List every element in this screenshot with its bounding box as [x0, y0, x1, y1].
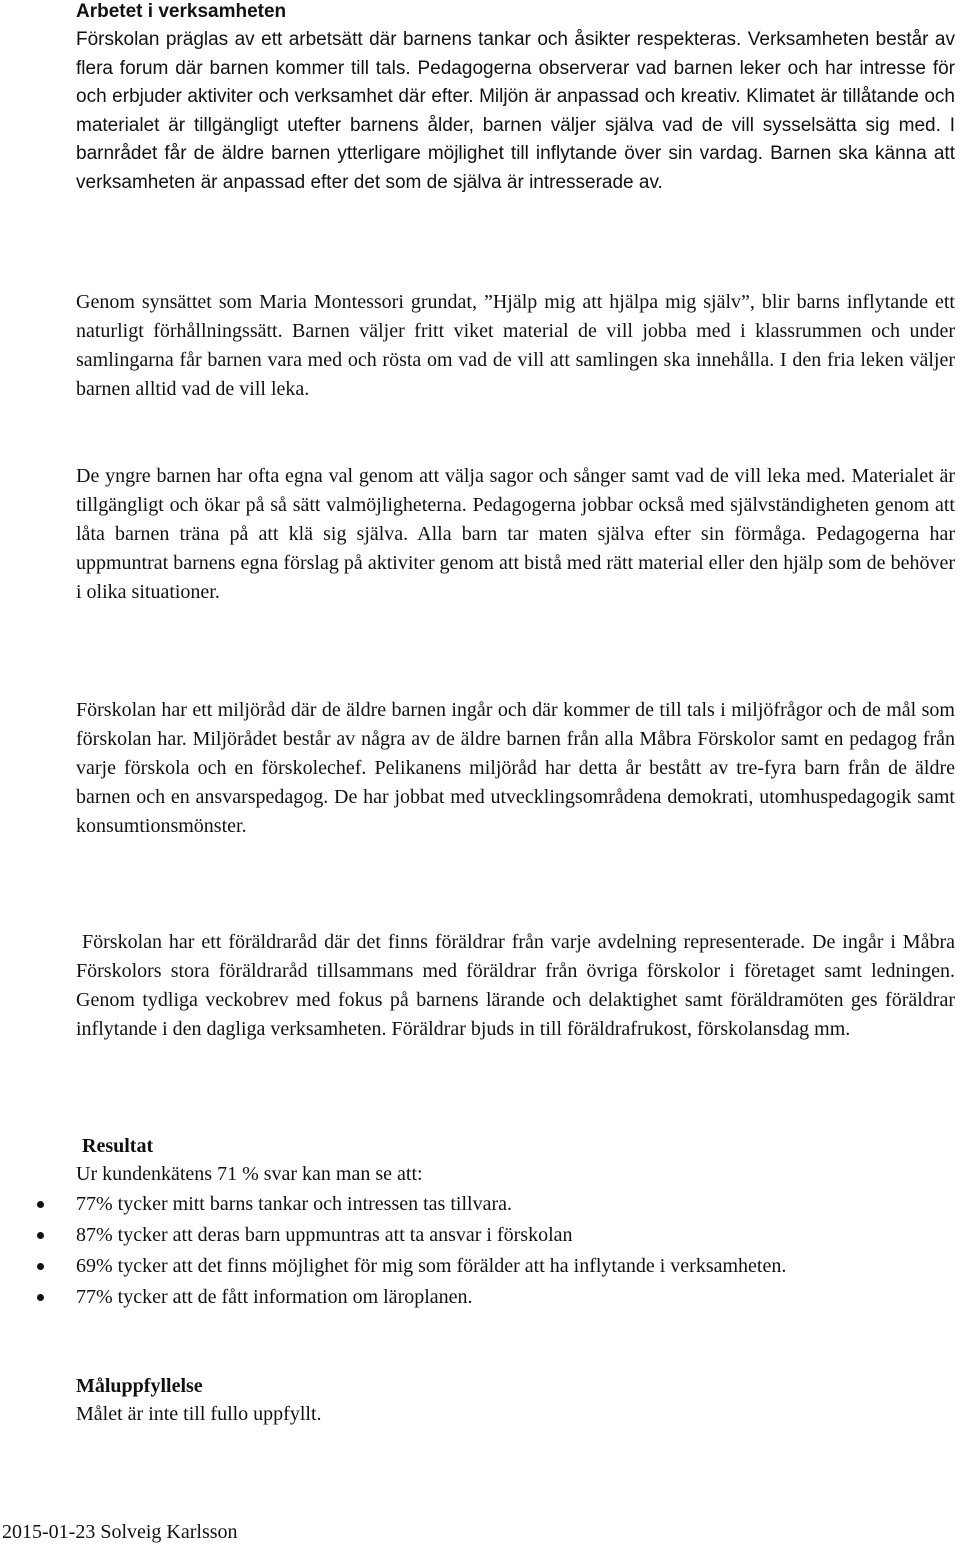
bullet-icon: [37, 1294, 44, 1301]
paragraph-block-yngre: [76, 462, 955, 607]
resultat-intro: Ur kundenkätens 71 % svar kan man se att:: [76, 1163, 423, 1185]
paragraph-miljorad: Förskolan har ett miljöråd där de äldre barnen ingår och där kommer de till tals i miljöfrågor och de mål som förskolan har. Miljörådet består av några av de äldre barnen från alla Måbra Förskolor samt en pedagog från varje förskola och en förskolechef. Pelikanens miljöråd har detta år bestått av tre-fyra barn från de äldre barnen och en ansvarspedagog. De har jobbat med utvecklingsområdena demokrati, utomhuspedagogik samt konsumtionsmönster.: [76, 699, 955, 837]
bullet-icon: [37, 1263, 44, 1270]
section-heading-resultat: Resultat: [82, 1135, 154, 1157]
list-item-text: 77% tycker mitt barns tankar och intressen tas tillvara.: [76, 1193, 512, 1215]
paragraph-foraldrarad: Förskolan har ett föräldraråd där det finns föräldrar från varje avdelning representerade. De ingår i Måbra Förskolors stora föräldraråd tillsammans med föräldrar från övriga förskolor i företaget samt ledningen. Genom tydliga veckobrev med fokus på barnens lärande och delaktighet samt föräldramöten ges föräldrar inflytande i den dagliga verksamheten. Föräldrar bjuds in till föräldrafrukost, förskolansdag mm.: [76, 931, 955, 1040]
list-item: [76, 1282, 955, 1313]
section-maluppfyllelse: [76, 1372, 955, 1429]
list-item: [76, 1251, 955, 1282]
section-resultat: [76, 1132, 955, 1313]
section-heading-arbetet: Arbetet i verksamheten: [76, 1, 287, 22]
paragraph-block-genom: [76, 288, 955, 404]
bullet-icon: [37, 1232, 44, 1239]
paragraph-block-miljorad: [76, 696, 955, 841]
paragraph-yngre: De yngre barnen har ofta egna val genom att välja sagor och sånger samt vad de vill leka med. Materialet är tillgängligt och ökar på så sätt valmöjligheterna. Pedagogerna jobbar också med självständigheten genom att låta barnen träna på att klä sig själva. Alla barn tar maten själva efter sin förmåga. Pedagogerna har uppmuntrat barnens egna förslag på aktiviter genom att bistå med rätt material eller den hjälp som de behöver i olika situationer.: [76, 465, 955, 603]
bullet-icon: [37, 1201, 44, 1208]
paragraph-arbetet: Förskolan präglas av ett arbetsätt där barnens tankar och åsikter respekteras. Verksamheten består av flera forum där barnen kommer till tals. Pedagogerna observerar vad barnen leker och har intresse för och erbjuder aktiviter och verksamhet där efter. Miljön är anpassad och kreativ. Klimatet är tillåtande och materialet är tillgängligt utefter barnens ålder, barnen väljer själva vad de vill sysselsätta sig med. I barnrådet får de äldre barnen ytterligare möjlighet till inflytande över sin vardag. Barnen ska känna att verksamheten är anpassad efter det som de själva är intresserade av.: [76, 29, 955, 193]
section-arbetet: [76, 0, 955, 198]
list-item-text: 69% tycker att det finns möjlighet för mig som förälder att ha inflytande i verksamheten.: [76, 1255, 787, 1277]
list-item-text: 87% tycker att deras barn uppmuntras att ta ansvar i förskolan: [76, 1224, 573, 1246]
section-heading-maluppfyllelse: Måluppfyllelse: [76, 1375, 203, 1397]
list-item: [76, 1189, 955, 1220]
paragraph-block-foraldrarad: [76, 928, 955, 1044]
list-item-text: 77% tycker att de fått information om läroplanen.: [76, 1286, 473, 1308]
paragraph-genom: Genom synsättet som Maria Montessori grundat, ”Hjälp mig att hjälpa mig själv”, blir barns inflytande ett naturligt förhållningssätt. Barnen väljer fritt viket material de vill jobba med i klassrummen och under samlingarna får barnen vara med och rösta om vad de vill att samlingen ska innehålla. I den fria leken väljer barnen alltid vad de vill leka.: [76, 291, 955, 400]
maluppfyllelse-text: Målet är inte till fullo uppfyllt.: [76, 1403, 322, 1425]
list-item: [76, 1220, 955, 1251]
footer-date-author: 2015-01-23 Solveig Karlsson: [2, 1521, 238, 1543]
resultat-bullet-list: [76, 1189, 955, 1313]
